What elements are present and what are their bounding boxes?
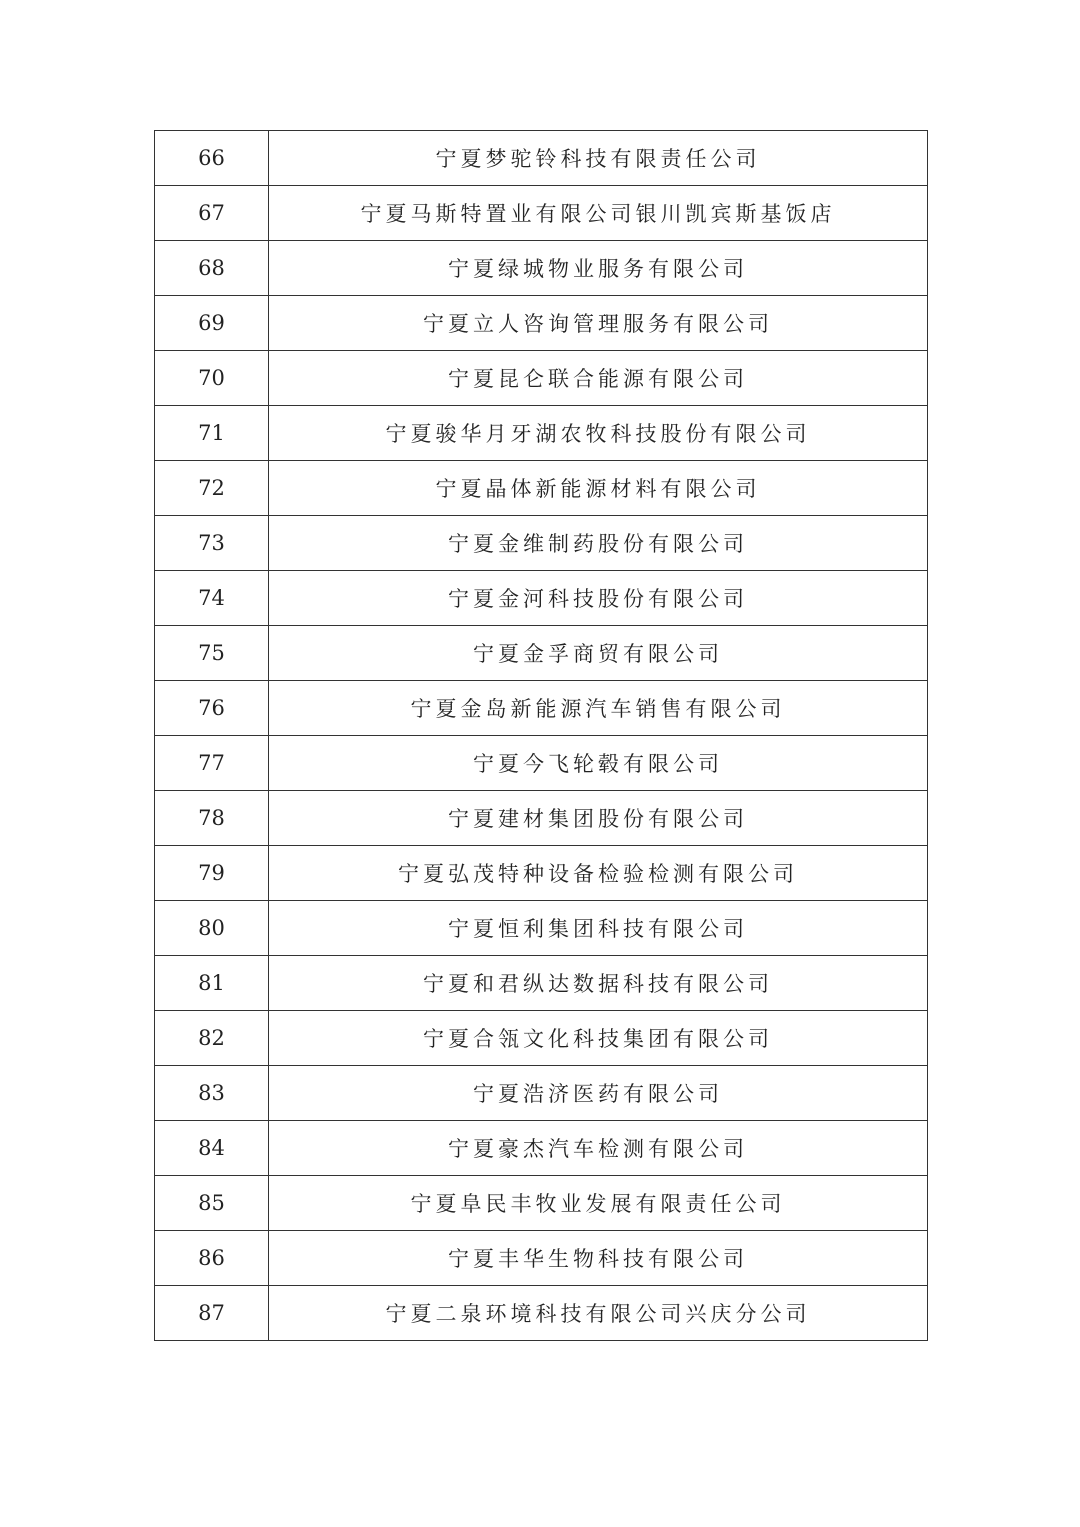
company-name: 宁夏建材集团股份有限公司 (269, 791, 928, 846)
table-row (155, 1231, 928, 1286)
table-row (155, 516, 928, 571)
table-row (155, 956, 928, 1011)
company-name: 宁夏骏华月牙湖农牧科技股份有限公司 (269, 406, 928, 461)
company-name: 宁夏今飞轮毂有限公司 (269, 736, 928, 791)
company-name: 宁夏弘茂特种设备检验检测有限公司 (269, 846, 928, 901)
company-name: 宁夏绿城物业服务有限公司 (269, 241, 928, 296)
row-number: 80 (155, 901, 269, 956)
table-row (155, 406, 928, 461)
table-row (155, 626, 928, 681)
company-name: 宁夏昆仑联合能源有限公司 (269, 351, 928, 406)
company-name: 宁夏二泉环境科技有限公司兴庆分公司 (269, 1286, 928, 1341)
company-list-table (154, 130, 928, 1341)
row-number: 74 (155, 571, 269, 626)
company-name: 宁夏金岛新能源汽车销售有限公司 (269, 681, 928, 736)
company-name: 宁夏恒利集团科技有限公司 (269, 901, 928, 956)
company-name: 宁夏马斯特置业有限公司银川凯宾斯基饭店 (269, 186, 928, 241)
row-number: 68 (155, 241, 269, 296)
row-number: 72 (155, 461, 269, 516)
table-row (155, 1011, 928, 1066)
row-number: 85 (155, 1176, 269, 1231)
company-name: 宁夏和君纵达数据科技有限公司 (269, 956, 928, 1011)
row-number: 84 (155, 1121, 269, 1176)
table-row (155, 681, 928, 736)
row-number: 73 (155, 516, 269, 571)
row-number: 75 (155, 626, 269, 681)
table-row (155, 351, 928, 406)
row-number: 78 (155, 791, 269, 846)
table-row (155, 1066, 928, 1121)
table-row (155, 241, 928, 296)
table-row (155, 461, 928, 516)
company-name: 宁夏阜民丰牧业发展有限责任公司 (269, 1176, 928, 1231)
table-row (155, 1176, 928, 1231)
company-name: 宁夏梦驼铃科技有限责任公司 (269, 131, 928, 186)
row-number: 81 (155, 956, 269, 1011)
table-row (155, 296, 928, 351)
row-number: 69 (155, 296, 269, 351)
table-row (155, 1286, 928, 1341)
company-name: 宁夏立人咨询管理服务有限公司 (269, 296, 928, 351)
company-name: 宁夏晶体新能源材料有限公司 (269, 461, 928, 516)
company-name: 宁夏合瓴文化科技集团有限公司 (269, 1011, 928, 1066)
table-row (155, 901, 928, 956)
table-row (155, 186, 928, 241)
company-name: 宁夏金维制药股份有限公司 (269, 516, 928, 571)
table-body (155, 131, 928, 1341)
row-number: 76 (155, 681, 269, 736)
row-number: 87 (155, 1286, 269, 1341)
row-number: 82 (155, 1011, 269, 1066)
row-number: 66 (155, 131, 269, 186)
row-number: 79 (155, 846, 269, 901)
row-number: 86 (155, 1231, 269, 1286)
row-number: 83 (155, 1066, 269, 1121)
company-name: 宁夏浩济医药有限公司 (269, 1066, 928, 1121)
row-number: 70 (155, 351, 269, 406)
table-row (155, 846, 928, 901)
company-name: 宁夏丰华生物科技有限公司 (269, 1231, 928, 1286)
row-number: 77 (155, 736, 269, 791)
row-number: 67 (155, 186, 269, 241)
table-row (155, 131, 928, 186)
table-row (155, 736, 928, 791)
company-name: 宁夏金河科技股份有限公司 (269, 571, 928, 626)
row-number: 71 (155, 406, 269, 461)
company-name: 宁夏金孚商贸有限公司 (269, 626, 928, 681)
table-row (155, 571, 928, 626)
table-row (155, 1121, 928, 1176)
table-row (155, 791, 928, 846)
company-name: 宁夏豪杰汽车检测有限公司 (269, 1121, 928, 1176)
